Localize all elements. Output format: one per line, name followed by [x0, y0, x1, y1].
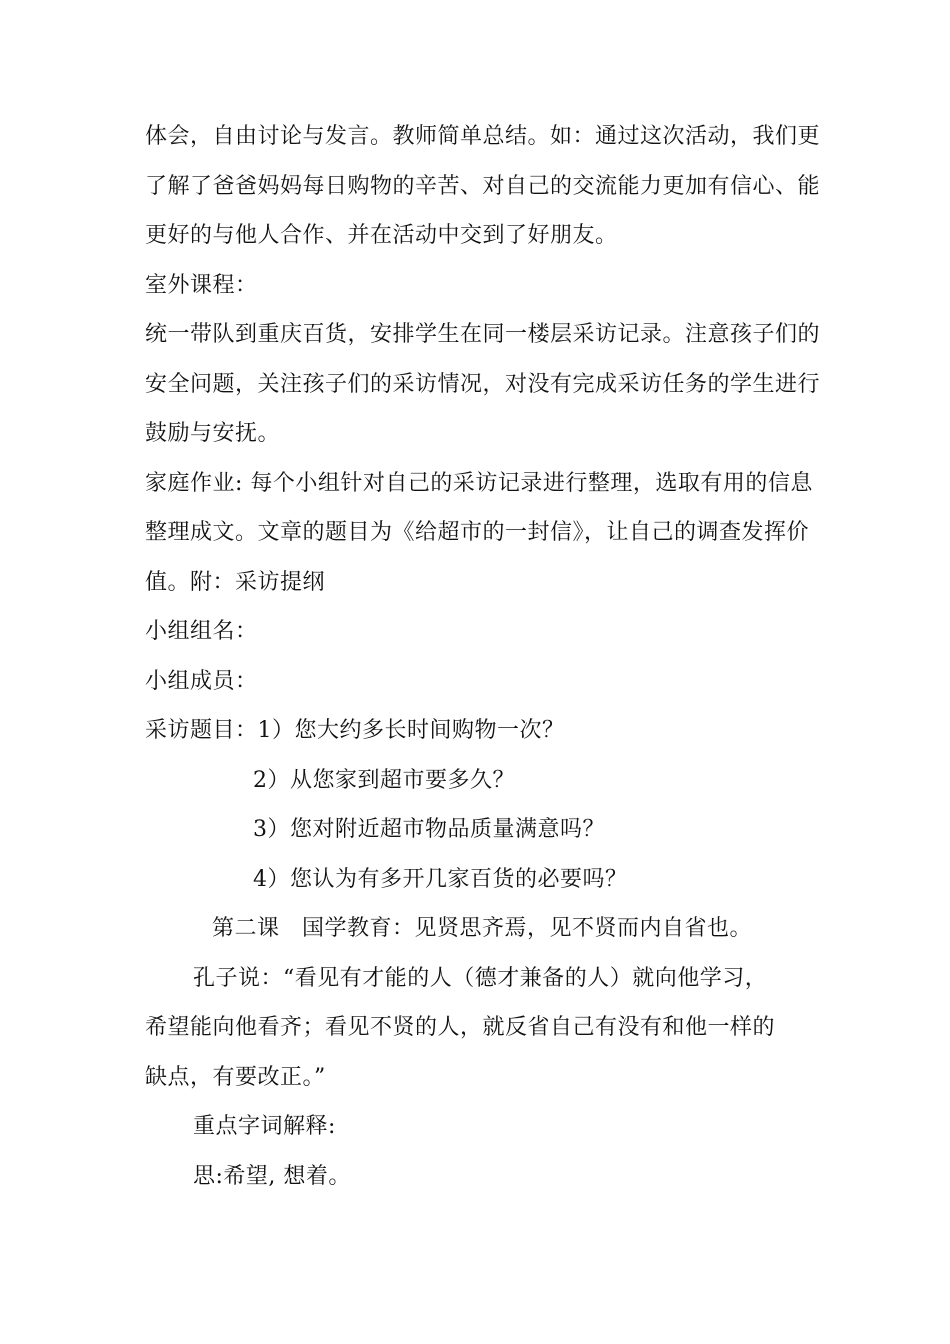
quote-line: 希望能向他看齐；看见不贤的人，就反省自己有没有和他一样的	[145, 1015, 776, 1040]
quote-line: 缺点，有要改正。”	[145, 1065, 326, 1090]
homework-line: 整理成文。文章的题目为《给超市的一封信》，让自己的调查发挥价	[145, 520, 810, 545]
homework-line: 值。附：采访提纲	[145, 570, 326, 595]
interview-question-2: 2）从您家到超市要多久？	[253, 768, 515, 793]
group-members-label: 小组成员：	[145, 669, 258, 694]
group-name-label: 小组组名：	[145, 619, 258, 644]
outdoor-text-line: 统一带队到重庆百货，安排学生在同一楼层采访记录。注意孩子们的	[145, 322, 821, 347]
homework-line: 家庭作业: 每个小组针对自己的采访记录进行整理，选取有用的信息	[145, 471, 813, 496]
outdoor-text-line: 鼓励与安抚。	[145, 421, 281, 446]
interview-question-4: 4）您认为有多开几家百货的必要吗？	[253, 867, 628, 892]
key-words-heading: 重点字词解释:	[193, 1114, 336, 1139]
interview-question-3: 3）您对附近超市物品质量满意吗？	[253, 817, 605, 842]
paragraph-line: 更好的与他人合作、并在活动中交到了好朋友。	[145, 223, 618, 248]
paragraph-line: 体会，自由讨论与发言。教师简单总结。如：通过这次活动，我们更	[145, 124, 821, 149]
key-word-si: 思:希望, 想着。	[193, 1164, 351, 1189]
lesson-2-title: 第二课 国学教育：见贤思齐焉，见不贤而内自省也。	[212, 916, 753, 941]
quote-line: 孔子说：“看见有才能的人（德才兼备的人）就向他学习，	[193, 966, 768, 991]
interview-question-1: 采访题目：1）您大约多长时间购物一次？	[145, 718, 565, 743]
outdoor-heading: 室外课程：	[145, 273, 258, 298]
paragraph-line: 了解了爸爸妈妈每日购物的辛苦、对自己的交流能力更加有信心、能	[145, 174, 821, 199]
outdoor-text-line: 安全问题，关注孩子们的采访情况，对没有完成采访任务的学生进行	[145, 372, 821, 397]
